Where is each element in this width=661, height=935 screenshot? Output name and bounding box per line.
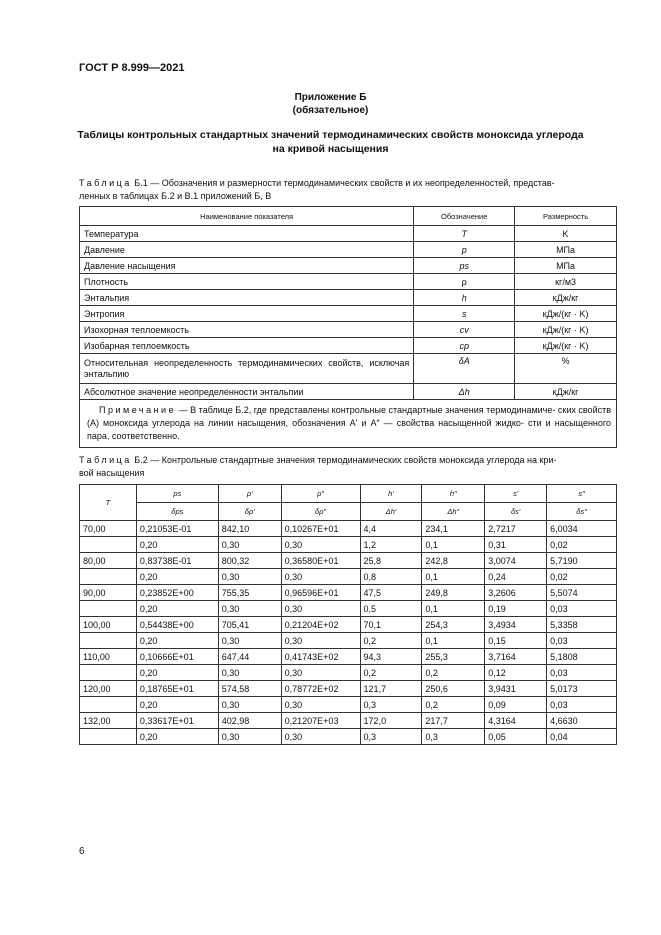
table2-cell: 0,04 (547, 729, 617, 745)
table2-row (80, 537, 617, 553)
table2-cell: 0,02 (547, 569, 617, 585)
table2-cell: 255,3 (422, 649, 485, 665)
table2-row (80, 601, 617, 617)
table2-cell: 234,1 (422, 521, 485, 537)
table2-cell: 0,30 (218, 601, 281, 617)
table2-cell: 0,41743E+02 (281, 649, 360, 665)
table2-cell: 755,35 (218, 585, 281, 601)
table2-cell: 3,4934 (485, 617, 547, 633)
table1-cell: кДж/кг (515, 384, 617, 400)
table1-note (80, 400, 617, 448)
table2-row (80, 617, 617, 633)
table2 (79, 484, 617, 745)
table2-cell: 1,2 (360, 537, 422, 553)
table2-cell: 0,30 (218, 665, 281, 681)
table2-cell: 574,58 (218, 681, 281, 697)
table2-cell: 0,5 (360, 601, 422, 617)
table1-caption-label: Таблица (79, 178, 132, 188)
table2-cell: 5,1808 (547, 649, 617, 665)
table1-cell: Изобарная теплоемкость (80, 338, 414, 354)
table2-row (80, 729, 617, 745)
table1-row (80, 258, 617, 274)
table2-cell: 0,20 (136, 729, 218, 745)
table2-cell: 0,30 (281, 601, 360, 617)
table1-cell: δA (414, 354, 515, 384)
table2-cell: 4,6630 (547, 713, 617, 729)
table2-cell: 3,9431 (485, 681, 547, 697)
table2-cell: 5,7190 (547, 553, 617, 569)
table2-cell: 0,30 (281, 633, 360, 649)
main-title (60, 128, 601, 156)
table1-row (80, 354, 617, 384)
table1-caption (79, 177, 617, 203)
table1-cell: Энтальпия (80, 290, 414, 306)
table2-cell: 47,5 (360, 585, 422, 601)
table2-row (80, 649, 617, 665)
table2-cell: 0,30 (281, 569, 360, 585)
table2-cell: 70,1 (360, 617, 422, 633)
table2-cell: 25,8 (360, 553, 422, 569)
table2-cell: 0,2 (360, 633, 422, 649)
table2-cell: 5,3358 (547, 617, 617, 633)
table1-cell: Абсолютное значение неопределенности энтальпии (80, 384, 414, 400)
table1-cell: МПа (515, 242, 617, 258)
table1-cell: кг/м3 (515, 274, 617, 290)
document-header: ГОСТ Р 8.999—2021 (79, 62, 185, 74)
table2-cell: 254,3 (422, 617, 485, 633)
table2-cell: 0,36580E+01 (281, 553, 360, 569)
table2-row (80, 521, 617, 537)
table2-cell (80, 537, 137, 553)
table2-cell: 0,30 (218, 569, 281, 585)
table2-cell (80, 569, 137, 585)
table2-cell: 0,18765E+01 (136, 681, 218, 697)
table2-cell: 0,10666E+01 (136, 649, 218, 665)
table2-cell (80, 729, 137, 745)
table2-header-cell: δs″ (547, 503, 617, 521)
main-title-line1: Таблицы контрольных стандартных значений термодинамических свойств моноксида углерода (77, 129, 584, 141)
table2-row (80, 697, 617, 713)
table2-cell: 0,20 (136, 569, 218, 585)
table1-cell: МПа (515, 258, 617, 274)
table2-cell: 110,00 (80, 649, 137, 665)
table2-cell: 0,15 (485, 633, 547, 649)
note-label: Примечание (99, 405, 177, 415)
table2-cell: 0,31 (485, 537, 547, 553)
table1-cell: Давление (80, 242, 414, 258)
table2-row (80, 633, 617, 649)
table2-cell: 0,03 (547, 697, 617, 713)
table2-cell: 0,2 (360, 665, 422, 681)
table1-header-cell: Наименование показателя (80, 207, 414, 226)
table2-cell: 0,30 (218, 729, 281, 745)
table1-cell: Температура (80, 226, 414, 242)
table2-row (80, 681, 617, 697)
table2-cell: 249,8 (422, 585, 485, 601)
table2-cell: 90,00 (80, 585, 137, 601)
table2-cell: 0,2 (422, 697, 485, 713)
table2-cell: 6,0034 (547, 521, 617, 537)
table2-cell: 0,30 (218, 697, 281, 713)
table2-cell: 800,32 (218, 553, 281, 569)
table2-header-row (80, 503, 617, 521)
table2-header-cell: δρ′ (218, 503, 281, 521)
table2-cell: 3,0074 (485, 553, 547, 569)
table1-cell: Изохорная теплоемкость (80, 322, 414, 338)
table2-cell: 0,1 (422, 633, 485, 649)
table2-header-cell: Δh′ (360, 503, 422, 521)
table1-cell: Относительная неопределенность термодинамических свойств, исключая энтальпию (80, 354, 414, 384)
table1-caption-text: Б.1 — Обозначения и размерности термодинамических свойств и их неопределенностей, представ- (131, 178, 555, 188)
table2-cell: 0,05 (485, 729, 547, 745)
table1-cell: h (414, 290, 515, 306)
table1-cell: K (515, 226, 617, 242)
table1-cell: cp (414, 338, 515, 354)
table1-row (80, 338, 617, 354)
main-title-line2: на кривой насыщения (272, 143, 389, 155)
table2-cell: 0,3 (422, 729, 485, 745)
table2-header-cell: h′ (360, 485, 422, 503)
table2-cell: 100,00 (80, 617, 137, 633)
table2-cell: 0,02 (547, 537, 617, 553)
table2-cell: 402,98 (218, 713, 281, 729)
table2-row (80, 569, 617, 585)
table2-row (80, 585, 617, 601)
table1-row (80, 306, 617, 322)
table2-cell: 2,7217 (485, 521, 547, 537)
table2-cell: 217,7 (422, 713, 485, 729)
table2-cell: 0,30 (281, 537, 360, 553)
table2-header-cell: ρ′ (218, 485, 281, 503)
table2-header-cell: s′ (485, 485, 547, 503)
table2-body (80, 521, 617, 745)
table2-cell: 4,4 (360, 521, 422, 537)
table1-header-cell: Размерность (515, 207, 617, 226)
table2-cell: 0,19 (485, 601, 547, 617)
table1-row (80, 322, 617, 338)
table1-cell: ρ (414, 274, 515, 290)
table1-cell: Давление насыщения (80, 258, 414, 274)
table2-cell (80, 633, 137, 649)
table1-header-cell: Обозначение (414, 207, 515, 226)
table2-header-cell: δρ″ (281, 503, 360, 521)
appendix-title: Приложение Б (294, 92, 367, 103)
table1-row (80, 226, 617, 242)
table2-header-cell: s″ (547, 485, 617, 503)
table2-cell: 120,00 (80, 681, 137, 697)
appendix-heading (60, 91, 601, 117)
table1-cell: Плотность (80, 274, 414, 290)
table2-cell: 0,83738E-01 (136, 553, 218, 569)
table2-cell (80, 601, 137, 617)
table2-cell: 70,00 (80, 521, 137, 537)
table2-cell: 3,7164 (485, 649, 547, 665)
table2-cell: 0,1 (422, 601, 485, 617)
table2-cell: 0,20 (136, 665, 218, 681)
table2-header-cell: δs′ (485, 503, 547, 521)
table1-cell: s (414, 306, 515, 322)
table2-cell: 0,30 (218, 633, 281, 649)
table2-caption (79, 454, 617, 480)
table2-cell: 0,20 (136, 633, 218, 649)
table2-cell: 132,00 (80, 713, 137, 729)
table2-caption-text2: вой насыщения (79, 468, 145, 478)
table2-cell: 0,10267E+01 (281, 521, 360, 537)
table2-row (80, 553, 617, 569)
note-text: — В таблице Б.2, где представлены контрольные стандартные значения термодинамиче- ских свойств (A) моноксида углерода на линии насыщения, обозначения A′ и A″ — свойства насыщенной жидко- сти и насыщенного пара, соответственно. (87, 405, 611, 441)
table1-row (80, 290, 617, 306)
table2-cell: 172,0 (360, 713, 422, 729)
table1-cell: кДж/(кг · K) (515, 322, 617, 338)
table2-cell: 0,12 (485, 665, 547, 681)
table2-cell: 705,41 (218, 617, 281, 633)
table2-cell: 0,21204E+02 (281, 617, 360, 633)
table2-cell (80, 697, 137, 713)
table1-cell: ps (414, 258, 515, 274)
table2-cell: 0,3 (360, 697, 422, 713)
table1-cell: Энтропия (80, 306, 414, 322)
table1-cell: Δh (414, 384, 515, 400)
table1-cell: кДж/(кг · K) (515, 338, 617, 354)
table2-cell: 0,30 (281, 697, 360, 713)
table2-header-cell: h″ (422, 485, 485, 503)
table2-cell: 0,1 (422, 537, 485, 553)
table2-cell: 5,5074 (547, 585, 617, 601)
table1-header-row (80, 207, 617, 226)
table2-cell: 0,23852E+00 (136, 585, 218, 601)
table1-row (80, 384, 617, 400)
table2-cell: 0,20 (136, 697, 218, 713)
table1-note-row (80, 400, 617, 448)
table2-cell: 0,20 (136, 601, 218, 617)
table2-header-cell: Δh″ (422, 503, 485, 521)
table2-cell: 0,3 (360, 729, 422, 745)
table1-row (80, 274, 617, 290)
table2-cell: 0,78772E+02 (281, 681, 360, 697)
table2-cell: 0,2 (422, 665, 485, 681)
table2-header-T: T (80, 485, 137, 521)
table2-cell: 121,7 (360, 681, 422, 697)
table1-cell: cv (414, 322, 515, 338)
table2-cell: 0,21207E+03 (281, 713, 360, 729)
table2-cell: 0,1 (422, 569, 485, 585)
table2-cell: 0,03 (547, 601, 617, 617)
table2-header-cell: δps (136, 503, 218, 521)
table2-cell: 0,30 (281, 729, 360, 745)
table1-cell: % (515, 354, 617, 384)
table2-cell: 647,44 (218, 649, 281, 665)
table2-cell (80, 665, 137, 681)
table1 (79, 206, 617, 448)
table2-cell: 0,20 (136, 537, 218, 553)
table2-cell: 0,8 (360, 569, 422, 585)
table2-caption-label: Таблица (79, 455, 132, 465)
table1-caption-text2: ленных в таблицах Б.2 и В.1 приложений Б, В (79, 191, 272, 201)
table2-cell: 0,30 (218, 537, 281, 553)
table2-row (80, 713, 617, 729)
table2-cell: 0,03 (547, 665, 617, 681)
table1-cell: кДж/(кг · K) (515, 306, 617, 322)
table2-header-row (80, 485, 617, 503)
table2-cell: 5,0173 (547, 681, 617, 697)
table2-caption-text: Б.2 — Контрольные стандартные значения термодинамических свойств моноксида углерода на кри- (131, 455, 557, 465)
table1-row (80, 242, 617, 258)
table2-header-cell: ρ″ (281, 485, 360, 503)
table1-cell: T (414, 226, 515, 242)
appendix-status: (обязательное) (292, 105, 369, 116)
table2-cell: 3,2606 (485, 585, 547, 601)
table2-cell: 4,3164 (485, 713, 547, 729)
table1-cell: кДж/кг (515, 290, 617, 306)
table2-cell: 250,6 (422, 681, 485, 697)
table2-cell: 0,21053E-01 (136, 521, 218, 537)
table2-cell: 0,30 (281, 665, 360, 681)
table1-cell: p (414, 242, 515, 258)
table2-cell: 242,8 (422, 553, 485, 569)
table2-cell: 80,00 (80, 553, 137, 569)
table2-cell: 0,03 (547, 633, 617, 649)
table2-cell: 0,33617E+01 (136, 713, 218, 729)
table2-cell: 0,24 (485, 569, 547, 585)
table2-header-cell: ps (136, 485, 218, 503)
table2-cell: 0,96596E+01 (281, 585, 360, 601)
page-number: 6 (79, 846, 85, 857)
table2-cell: 842,10 (218, 521, 281, 537)
table2-cell: 0,54438E+00 (136, 617, 218, 633)
table2-row (80, 665, 617, 681)
table2-cell: 0,09 (485, 697, 547, 713)
table2-cell: 94,3 (360, 649, 422, 665)
